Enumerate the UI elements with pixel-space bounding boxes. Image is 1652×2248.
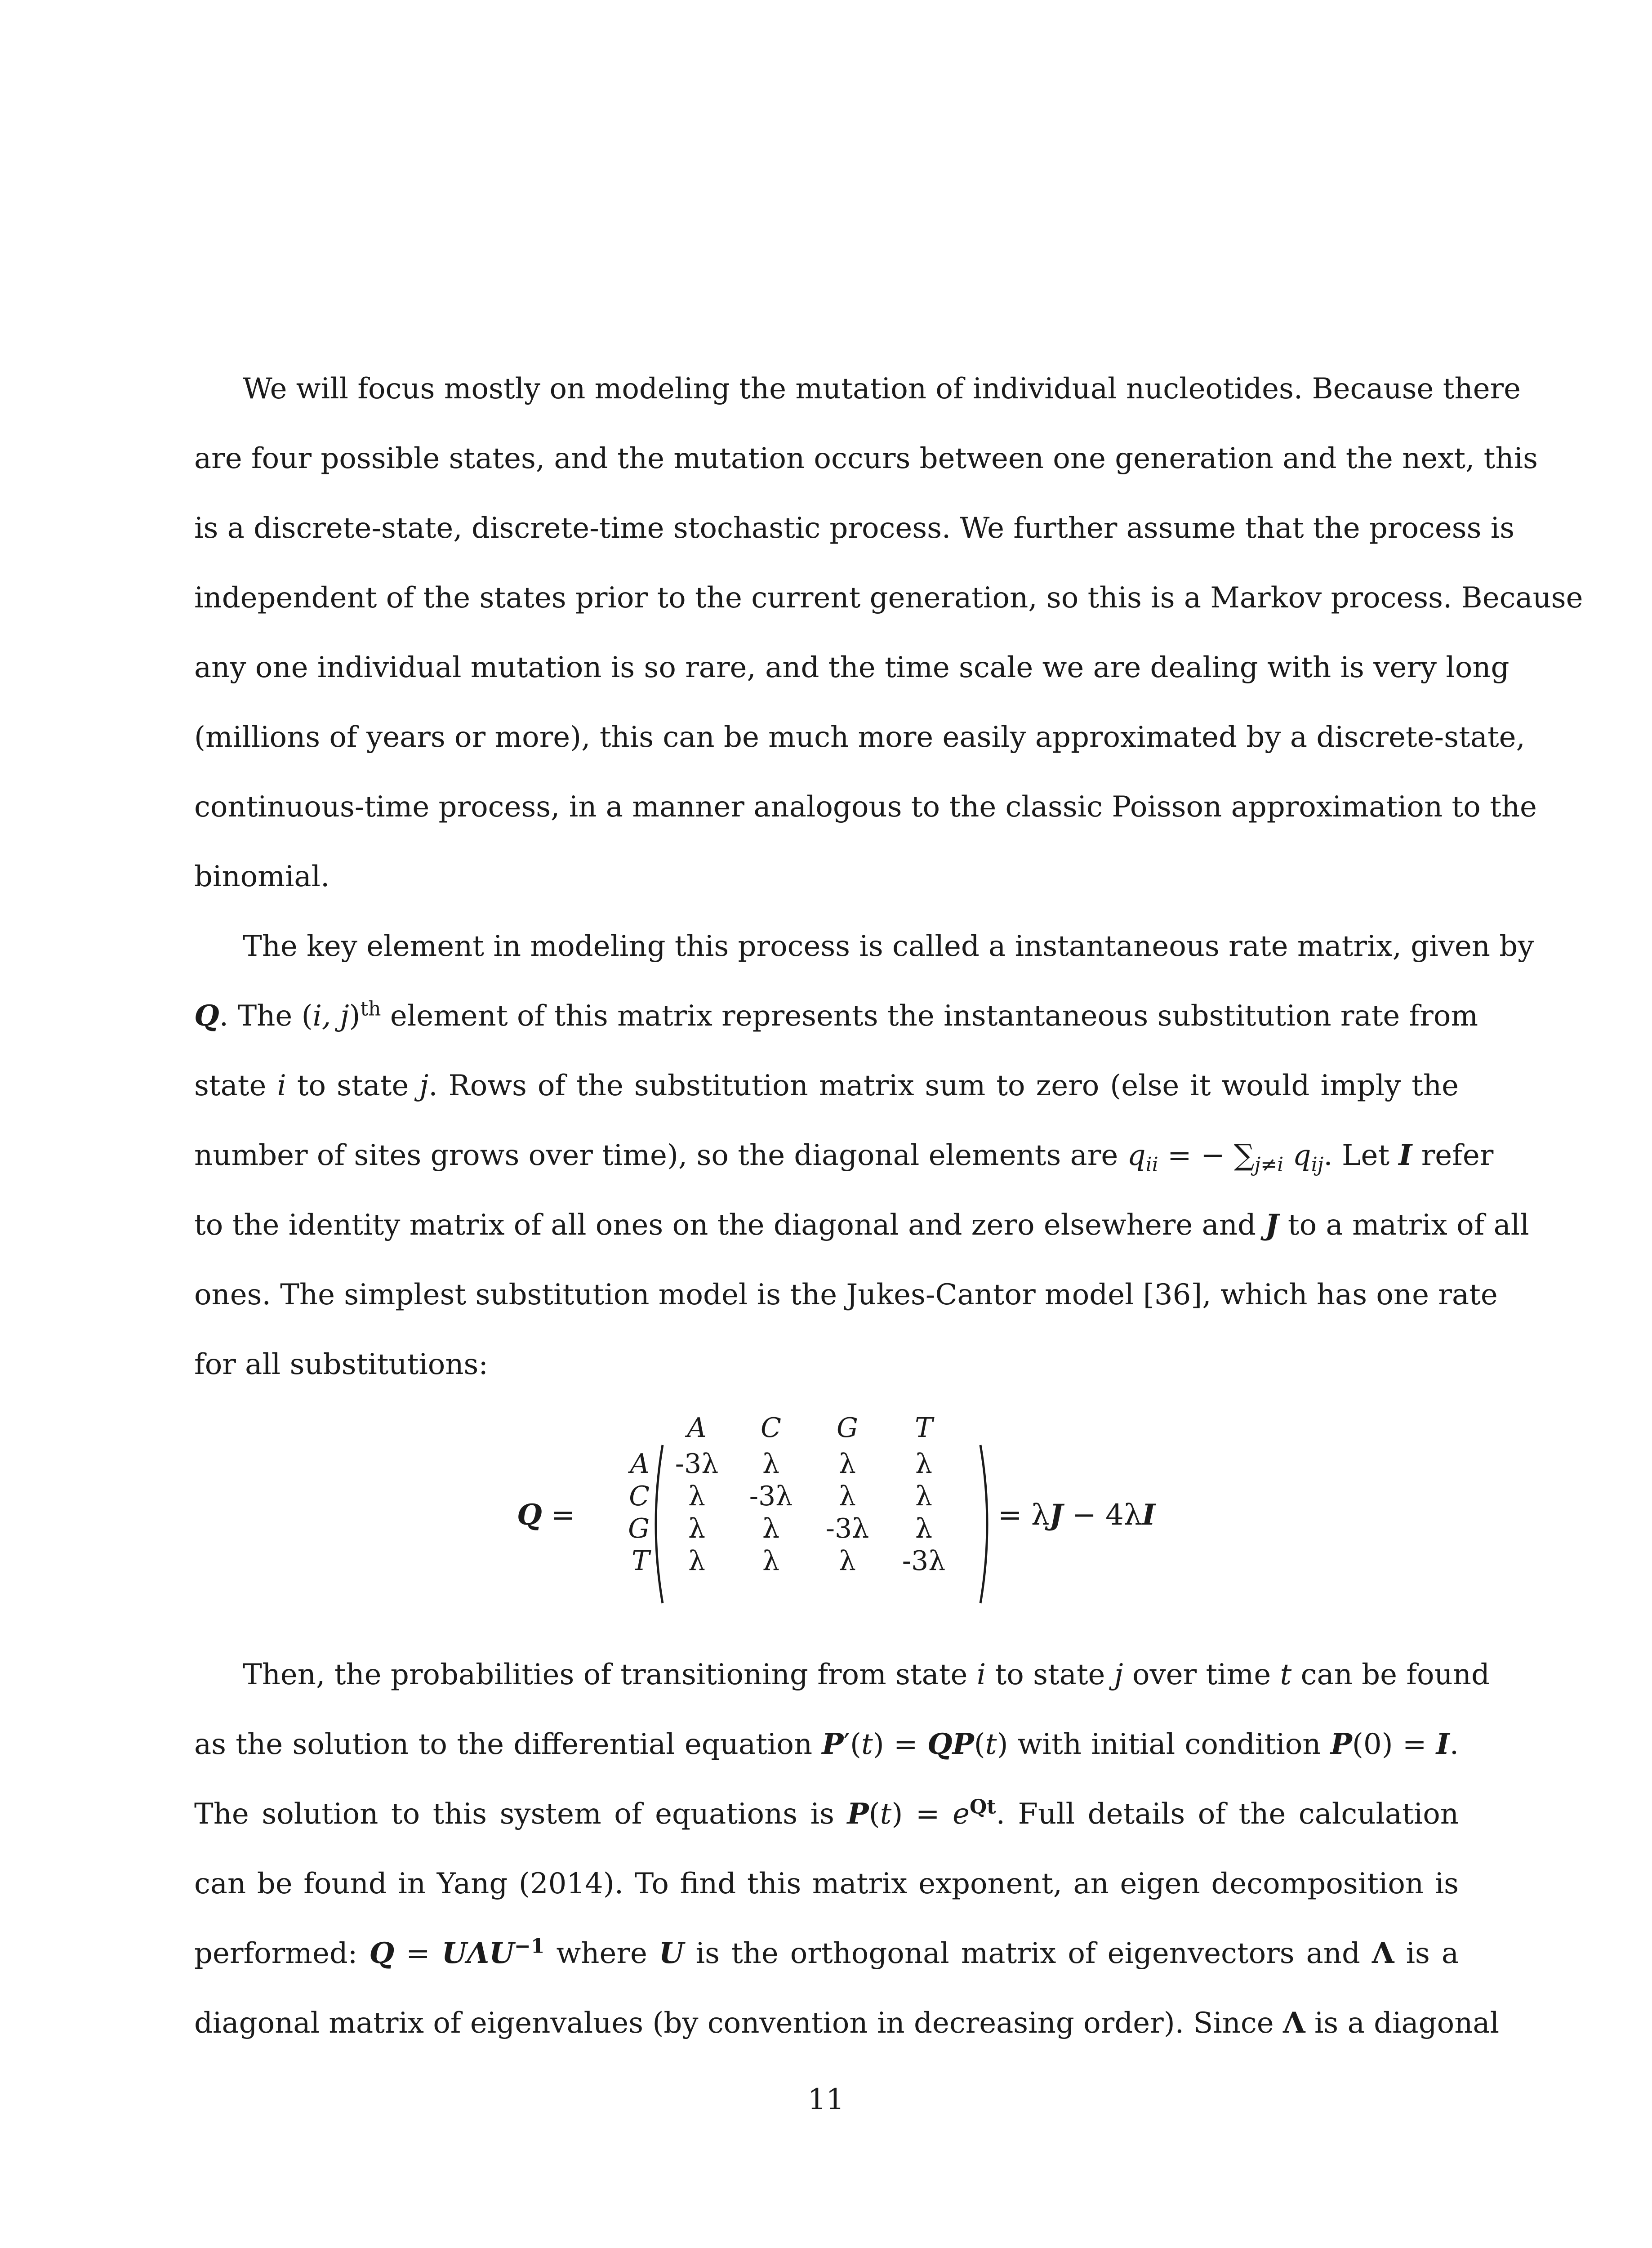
page-number: 11 bbox=[807, 2083, 845, 2116]
matrix-cell: -3λ bbox=[675, 1448, 719, 1480]
matrix-cell: λ bbox=[762, 1513, 780, 1544]
text-line: any one individual mutation is so rare, and the time scale we are dealing with is very long bbox=[194, 651, 1510, 684]
right-paren bbox=[978, 1443, 996, 1605]
text-line: binomial. bbox=[194, 860, 330, 893]
text-line: as the solution to the differential equation P′(t) = QP(t) with initial condition P(0) = I. bbox=[194, 1727, 1459, 1761]
matrix-cell: λ bbox=[688, 1513, 706, 1544]
text-line: ones. The simplest substitution model is the Jukes-Cantor model [36], which has one rate bbox=[194, 1278, 1498, 1311]
text-line: to the identity matrix of all ones on the diagonal and zero elsewhere and J to a matrix of all bbox=[194, 1208, 1529, 1242]
text-line: We will focus mostly on modeling the mutation of individual nucleotides. Because there bbox=[243, 372, 1521, 406]
matrix-rhs: = λJ − 4λI bbox=[998, 1498, 1156, 1532]
text-line: diagonal matrix of eigenvalues (by convention in decreasing order). Since Λ is a diagonal bbox=[194, 2006, 1500, 2040]
text-line: (millions of years or more), this can be much more easily approximated by a discrete-state, bbox=[194, 721, 1525, 754]
text-line: number of sites grows over time), so the diagonal elements are $q_{ii}$ = − $\sum_{j\ne i}$ $q_{ij}$. Let I refer bbox=[194, 1138, 1494, 1176]
matrix-cell: λ bbox=[838, 1545, 856, 1577]
rate-matrix-equation bbox=[512, 1394, 1187, 1619]
text-line: for all substitutions: bbox=[194, 1348, 488, 1381]
matrix-cell: λ bbox=[688, 1481, 706, 1512]
matrix-col-label: A bbox=[687, 1412, 707, 1444]
matrix-row-label: A bbox=[630, 1448, 650, 1480]
matrix-cell: λ bbox=[762, 1448, 780, 1480]
text-line: can be found in Yang (2014). To find this matrix exponent, an eigen decomposition is bbox=[194, 1867, 1459, 1900]
matrix-cell: λ bbox=[688, 1545, 706, 1577]
matrix-col-label: G bbox=[837, 1412, 858, 1444]
matrix-row-label: T bbox=[631, 1545, 650, 1577]
matrix-cell: -3λ bbox=[749, 1481, 793, 1512]
text-line: Then, the probabilities of transitioning from state i to state j over time t can be found bbox=[243, 1658, 1490, 1691]
text-line: are four possible states, and the mutation occurs between one generation and the next, this bbox=[194, 442, 1538, 475]
text-line: state i to state j. Rows of the substitution matrix sum to zero (else it would imply the bbox=[194, 1069, 1459, 1102]
matrix-cell: λ bbox=[915, 1448, 933, 1480]
matrix-row-label: G bbox=[628, 1513, 650, 1544]
matrix-cell: -3λ bbox=[825, 1513, 869, 1544]
text-line: performed: $Q = U\Lambda U^{-1}$ where U is the orthogonal matrix of eigenvectors and Λ is a bbox=[194, 1935, 1459, 1970]
text-line: is a discrete-state, discrete-time stochastic process. We further assume that the process is bbox=[194, 512, 1515, 545]
text-line: The key element in modeling this process is called a instantaneous rate matrix, given by bbox=[243, 930, 1534, 963]
matrix-cell: λ bbox=[838, 1481, 856, 1512]
matrix-row-label: C bbox=[629, 1481, 650, 1512]
text-line: The solution to this system of equations is $P(t) = e^{Qt}$. Full details of the calculation bbox=[194, 1795, 1459, 1831]
text-line: independent of the states prior to the current generation, so this is a Markov process. Because bbox=[194, 581, 1583, 615]
matrix-cell: λ bbox=[762, 1545, 780, 1577]
matrix-cell: λ bbox=[838, 1448, 856, 1480]
matrix-cell: -3λ bbox=[902, 1545, 946, 1577]
matrix-col-label: C bbox=[761, 1412, 781, 1444]
text-line: continuous-time process, in a manner analogous to the classic Poisson approximation to the bbox=[194, 790, 1537, 824]
matrix-col-label: T bbox=[914, 1412, 933, 1444]
text-line: Q. The (i, j)$^{th}$ element of this matrix represents the instantaneous substitution rate from bbox=[194, 997, 1478, 1033]
matrix-cell: λ bbox=[915, 1513, 933, 1544]
matrix-lhs: Q = bbox=[517, 1498, 575, 1532]
matrix-cell: λ bbox=[915, 1481, 933, 1512]
